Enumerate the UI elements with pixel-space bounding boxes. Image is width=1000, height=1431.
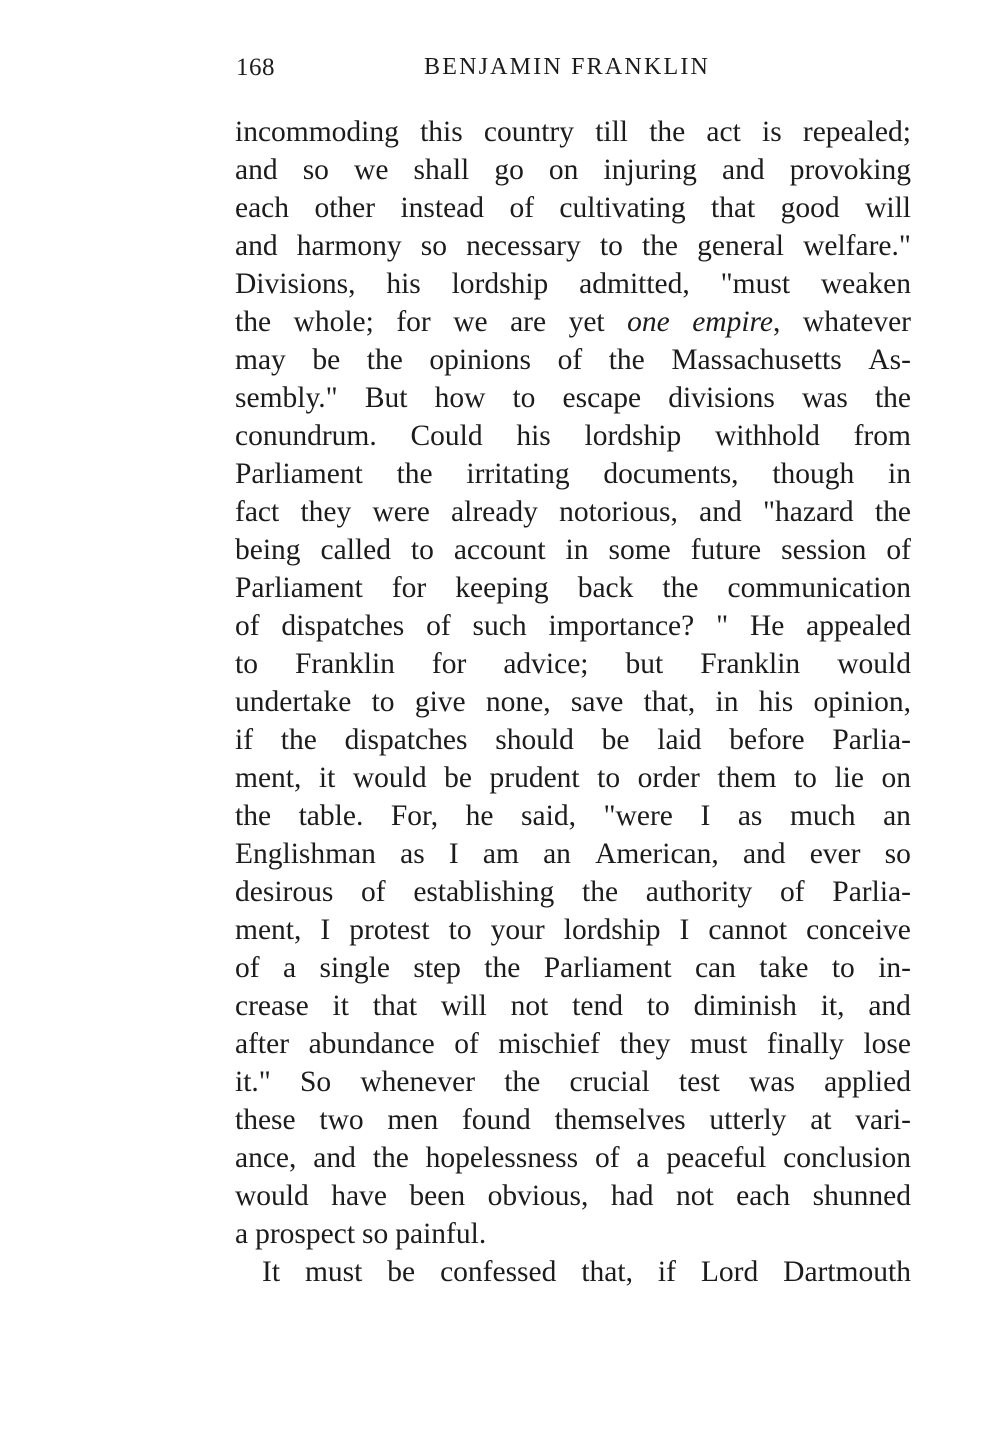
text-line bbox=[235, 683, 911, 721]
word: It bbox=[262, 1256, 281, 1288]
word: being bbox=[235, 534, 301, 566]
word: But bbox=[364, 382, 408, 414]
word: the bbox=[484, 952, 521, 984]
text-line bbox=[235, 151, 911, 189]
text-line bbox=[235, 607, 911, 645]
word: incommoding bbox=[235, 116, 399, 148]
word: ment, bbox=[235, 762, 302, 794]
word: the bbox=[582, 876, 619, 908]
word: to bbox=[646, 990, 670, 1022]
word: must bbox=[689, 1028, 748, 1060]
word: whatever bbox=[802, 306, 911, 338]
text-line bbox=[235, 1101, 911, 1139]
word: opinion, bbox=[813, 686, 911, 718]
word: would bbox=[235, 1180, 309, 1212]
word: should bbox=[495, 724, 574, 756]
word: repealed; bbox=[802, 116, 911, 148]
word: an bbox=[543, 838, 571, 870]
word: for bbox=[391, 572, 427, 604]
word: they bbox=[619, 1028, 671, 1060]
word: that bbox=[372, 990, 418, 1022]
word: yet bbox=[568, 306, 605, 338]
word: prospect bbox=[255, 1218, 356, 1250]
word: before bbox=[729, 724, 805, 756]
word: prudent bbox=[489, 762, 580, 794]
word: dispatches bbox=[344, 724, 468, 756]
word: and bbox=[868, 990, 911, 1022]
text-line bbox=[235, 759, 911, 797]
word: documents, bbox=[603, 458, 739, 490]
word: for bbox=[396, 306, 431, 338]
word: to bbox=[599, 230, 623, 262]
word: we bbox=[453, 306, 488, 338]
text-line bbox=[235, 911, 911, 949]
word: the bbox=[649, 116, 686, 148]
word: fact bbox=[235, 496, 280, 528]
word: and bbox=[313, 1142, 356, 1174]
word: hopelessness bbox=[425, 1142, 579, 1174]
word: Divisions, bbox=[235, 268, 356, 300]
word: lose bbox=[863, 1028, 911, 1060]
word: session bbox=[781, 534, 867, 566]
word: of bbox=[361, 876, 386, 908]
word: divisions bbox=[668, 382, 775, 414]
word: and bbox=[235, 154, 278, 186]
word: been bbox=[409, 1180, 466, 1212]
word: step bbox=[413, 952, 461, 984]
word: so bbox=[362, 1218, 389, 1250]
word: if bbox=[235, 724, 254, 756]
word: it bbox=[332, 990, 349, 1022]
word: whole; bbox=[293, 306, 374, 338]
text-line bbox=[235, 987, 911, 1025]
word: of bbox=[235, 952, 260, 984]
word: "must bbox=[720, 268, 791, 300]
word: the bbox=[235, 800, 272, 832]
word: escape bbox=[562, 382, 642, 414]
word: admitted, bbox=[579, 268, 690, 300]
word: two bbox=[319, 1104, 364, 1136]
word: in bbox=[888, 458, 911, 490]
word: that, bbox=[581, 1256, 633, 1288]
word: in bbox=[565, 534, 589, 566]
word: on bbox=[548, 154, 579, 186]
word: whenever bbox=[360, 1066, 476, 1098]
text-line bbox=[235, 721, 911, 759]
word: go bbox=[494, 154, 524, 186]
word: give bbox=[414, 686, 466, 718]
text-line bbox=[235, 1177, 911, 1215]
word: Parlia- bbox=[832, 724, 911, 756]
word: welfare." bbox=[803, 230, 911, 262]
word: to bbox=[793, 762, 817, 794]
word: will bbox=[865, 192, 911, 224]
word: back bbox=[577, 572, 634, 604]
word: be bbox=[444, 762, 472, 794]
word: at bbox=[810, 1104, 832, 1136]
word: may bbox=[235, 344, 286, 376]
word: conclusion bbox=[783, 1142, 911, 1174]
text-line bbox=[235, 797, 911, 835]
word: cannot bbox=[708, 914, 788, 946]
word: American, bbox=[595, 838, 719, 870]
word: table. bbox=[298, 800, 364, 832]
word: had bbox=[610, 1180, 654, 1212]
word: themselves bbox=[554, 1104, 686, 1136]
word: as bbox=[400, 838, 425, 870]
word: in- bbox=[878, 952, 911, 984]
word: to bbox=[597, 762, 621, 794]
word: sembly." bbox=[235, 382, 338, 414]
word: test bbox=[678, 1066, 720, 1098]
text-line bbox=[235, 113, 911, 151]
word: other bbox=[314, 192, 376, 224]
word: confessed bbox=[440, 1256, 557, 1288]
word: be bbox=[312, 344, 341, 376]
word: I bbox=[700, 800, 711, 832]
word: it, bbox=[820, 990, 845, 1022]
word: peaceful bbox=[666, 1142, 767, 1174]
word: importance? bbox=[548, 610, 695, 642]
word: as bbox=[737, 800, 763, 832]
word: save bbox=[570, 686, 624, 718]
word: your bbox=[490, 914, 545, 946]
word: till bbox=[595, 116, 628, 148]
word: take bbox=[759, 952, 809, 984]
word: protest bbox=[349, 914, 430, 946]
text-line bbox=[235, 341, 911, 379]
word: of bbox=[509, 192, 535, 224]
word: none, bbox=[485, 686, 551, 718]
word: such bbox=[472, 610, 527, 642]
word: "were bbox=[603, 800, 673, 832]
word: be bbox=[601, 724, 630, 756]
word: they bbox=[300, 496, 352, 528]
word: already bbox=[451, 496, 538, 528]
word: finally bbox=[766, 1028, 844, 1060]
word: " bbox=[716, 610, 729, 642]
word: ance, bbox=[235, 1142, 297, 1174]
word: of bbox=[426, 610, 451, 642]
word: I bbox=[448, 838, 459, 870]
word: applied bbox=[824, 1066, 911, 1098]
running-head: BENJAMIN FRANKLIN bbox=[424, 54, 711, 80]
word: Parliament bbox=[235, 458, 363, 490]
word: and bbox=[235, 230, 278, 262]
word: Dartmouth bbox=[783, 1256, 911, 1288]
word: shall bbox=[413, 154, 470, 186]
text-line bbox=[235, 417, 911, 455]
page-number: 168 bbox=[236, 54, 275, 81]
word: found bbox=[461, 1104, 531, 1136]
word: Parlia- bbox=[832, 876, 911, 908]
word: future bbox=[690, 534, 762, 566]
word: are bbox=[510, 306, 547, 338]
word: of bbox=[886, 534, 911, 566]
word: conundrum. bbox=[235, 420, 377, 452]
word: single bbox=[319, 952, 390, 984]
word: undertake bbox=[235, 686, 352, 718]
word: the bbox=[366, 344, 403, 376]
word: crucial bbox=[569, 1066, 650, 1098]
word: his bbox=[386, 268, 421, 300]
word: Parliament bbox=[235, 572, 363, 604]
word: a bbox=[235, 1218, 249, 1250]
word: though bbox=[772, 458, 855, 490]
word: establishing bbox=[413, 876, 555, 908]
word: his bbox=[516, 420, 551, 452]
word: not bbox=[510, 990, 549, 1022]
word: of bbox=[780, 876, 805, 908]
word: obvious, bbox=[487, 1180, 589, 1212]
word: ment, bbox=[235, 914, 302, 946]
page-header bbox=[236, 54, 736, 88]
text-line bbox=[235, 1139, 911, 1177]
word: were bbox=[372, 496, 430, 528]
word: but bbox=[625, 648, 664, 680]
word: to bbox=[371, 686, 395, 718]
word: good bbox=[780, 192, 840, 224]
text-line bbox=[235, 455, 911, 493]
word: Massachusetts bbox=[671, 344, 842, 376]
word: conceive bbox=[806, 914, 911, 946]
word: the bbox=[662, 572, 699, 604]
word: his bbox=[758, 686, 794, 718]
word: mischief bbox=[498, 1028, 601, 1060]
word: opinions bbox=[429, 344, 531, 376]
word: tend bbox=[572, 990, 623, 1022]
word: abundance bbox=[308, 1028, 435, 1060]
word: so bbox=[884, 838, 911, 870]
word: so bbox=[420, 230, 447, 262]
word: and bbox=[742, 838, 786, 870]
word: desirous bbox=[235, 876, 334, 908]
word: it bbox=[318, 762, 336, 794]
word: of bbox=[235, 610, 260, 642]
word: withhold bbox=[714, 420, 820, 452]
word: vari- bbox=[855, 1104, 911, 1136]
word: lordship bbox=[584, 420, 682, 452]
word: account bbox=[453, 534, 546, 566]
text-line bbox=[235, 265, 911, 303]
word: of bbox=[454, 1028, 479, 1060]
word: to bbox=[448, 914, 472, 946]
text-line bbox=[235, 227, 911, 265]
word: laid bbox=[657, 724, 702, 756]
word: that, bbox=[643, 686, 696, 718]
word: the bbox=[874, 382, 911, 414]
word: so bbox=[302, 154, 329, 186]
word: painful. bbox=[395, 1218, 487, 1250]
word: weaken bbox=[820, 268, 911, 300]
word: I bbox=[679, 914, 690, 946]
word: was bbox=[749, 1066, 795, 1098]
word: some bbox=[608, 534, 671, 566]
word: lordship bbox=[563, 914, 661, 946]
word: advice; bbox=[503, 648, 589, 680]
word: men bbox=[387, 1104, 439, 1136]
word: authority bbox=[645, 876, 753, 908]
word: shunned bbox=[812, 1180, 911, 1212]
word: the bbox=[235, 306, 272, 338]
word: Franklin bbox=[294, 648, 395, 680]
word: injuring bbox=[603, 154, 697, 186]
word: and bbox=[699, 496, 742, 528]
word: irritating bbox=[466, 458, 570, 490]
text-line bbox=[235, 531, 911, 569]
word: must bbox=[304, 1256, 363, 1288]
word: be bbox=[387, 1256, 416, 1288]
word: am bbox=[482, 838, 519, 870]
word: to bbox=[512, 382, 536, 414]
word: is bbox=[762, 116, 782, 148]
text-line bbox=[235, 949, 911, 987]
word: that bbox=[711, 192, 756, 224]
text-line bbox=[235, 873, 911, 911]
text-line bbox=[235, 645, 911, 683]
word: notorious, bbox=[559, 496, 678, 528]
word: Franklin bbox=[700, 648, 801, 680]
word: not bbox=[675, 1180, 714, 1212]
word: communication bbox=[727, 572, 911, 604]
word: them bbox=[717, 762, 777, 794]
word: have bbox=[331, 1180, 387, 1212]
word: would bbox=[352, 762, 427, 794]
text-line bbox=[235, 493, 911, 531]
word: how bbox=[434, 382, 486, 414]
word: called bbox=[320, 534, 391, 566]
word: it." bbox=[235, 1066, 271, 1098]
text-line bbox=[235, 835, 911, 873]
word: and bbox=[722, 154, 765, 186]
word: an bbox=[883, 800, 911, 832]
word: each bbox=[736, 1180, 791, 1212]
text-line bbox=[235, 1025, 911, 1063]
word: country bbox=[483, 116, 575, 148]
word: the bbox=[396, 458, 433, 490]
word: one bbox=[627, 306, 670, 338]
word: cultivating bbox=[559, 192, 686, 224]
word: necessary bbox=[466, 230, 581, 262]
word: lordship bbox=[451, 268, 549, 300]
word: a bbox=[282, 952, 297, 984]
word: Parliament bbox=[543, 952, 672, 984]
word: appealed bbox=[806, 610, 911, 642]
word: after bbox=[235, 1028, 290, 1060]
word: if bbox=[657, 1256, 676, 1288]
word: to bbox=[410, 534, 434, 566]
word: lie bbox=[834, 762, 864, 794]
word: in bbox=[715, 686, 739, 718]
word: Englishman bbox=[235, 838, 376, 870]
word: will bbox=[440, 990, 487, 1022]
word: Lord bbox=[700, 1256, 759, 1288]
word: the bbox=[372, 1142, 409, 1174]
word: on bbox=[881, 762, 911, 794]
word: dispatches bbox=[281, 610, 405, 642]
word: As- bbox=[868, 344, 911, 376]
word: a bbox=[636, 1142, 650, 1174]
text-line bbox=[235, 379, 911, 417]
word: was bbox=[801, 382, 848, 414]
word: to bbox=[831, 952, 855, 984]
word: utterly bbox=[709, 1104, 787, 1136]
word: So bbox=[300, 1066, 332, 1098]
word: general bbox=[697, 230, 784, 262]
word: instead bbox=[400, 192, 485, 224]
word: much bbox=[789, 800, 856, 832]
word: crease bbox=[235, 990, 309, 1022]
word: order bbox=[637, 762, 700, 794]
word: the bbox=[280, 724, 317, 756]
body-text bbox=[235, 113, 911, 1291]
word: we bbox=[354, 154, 389, 186]
word: act bbox=[706, 116, 741, 148]
text-line bbox=[235, 189, 911, 227]
word: He bbox=[749, 610, 785, 642]
word: this bbox=[420, 116, 463, 148]
word: each bbox=[235, 192, 290, 224]
word: the bbox=[874, 496, 911, 528]
word: "hazard bbox=[762, 496, 854, 528]
word: I bbox=[320, 914, 331, 946]
word: said, bbox=[521, 800, 576, 832]
word: the bbox=[504, 1066, 541, 1098]
word: of bbox=[557, 344, 583, 376]
word: would bbox=[837, 648, 911, 680]
word: empire, bbox=[692, 306, 781, 338]
word: of bbox=[594, 1142, 620, 1174]
word: for bbox=[431, 648, 467, 680]
word: keeping bbox=[455, 572, 549, 604]
word: harmony bbox=[296, 230, 402, 262]
word: the bbox=[641, 230, 678, 262]
word: from bbox=[853, 420, 911, 452]
text-line bbox=[235, 1063, 911, 1101]
word: For, bbox=[390, 800, 439, 832]
text-line bbox=[235, 1253, 911, 1291]
word: Could bbox=[410, 420, 483, 452]
word: the bbox=[608, 344, 645, 376]
text-line bbox=[235, 1215, 911, 1253]
word: can bbox=[694, 952, 736, 984]
word: provoking bbox=[789, 154, 911, 186]
word: these bbox=[235, 1104, 296, 1136]
text-line bbox=[235, 569, 911, 607]
word: diminish bbox=[693, 990, 797, 1022]
word: ever bbox=[809, 838, 861, 870]
text-line bbox=[235, 303, 911, 341]
word: he bbox=[465, 800, 494, 832]
word: to bbox=[235, 648, 258, 680]
